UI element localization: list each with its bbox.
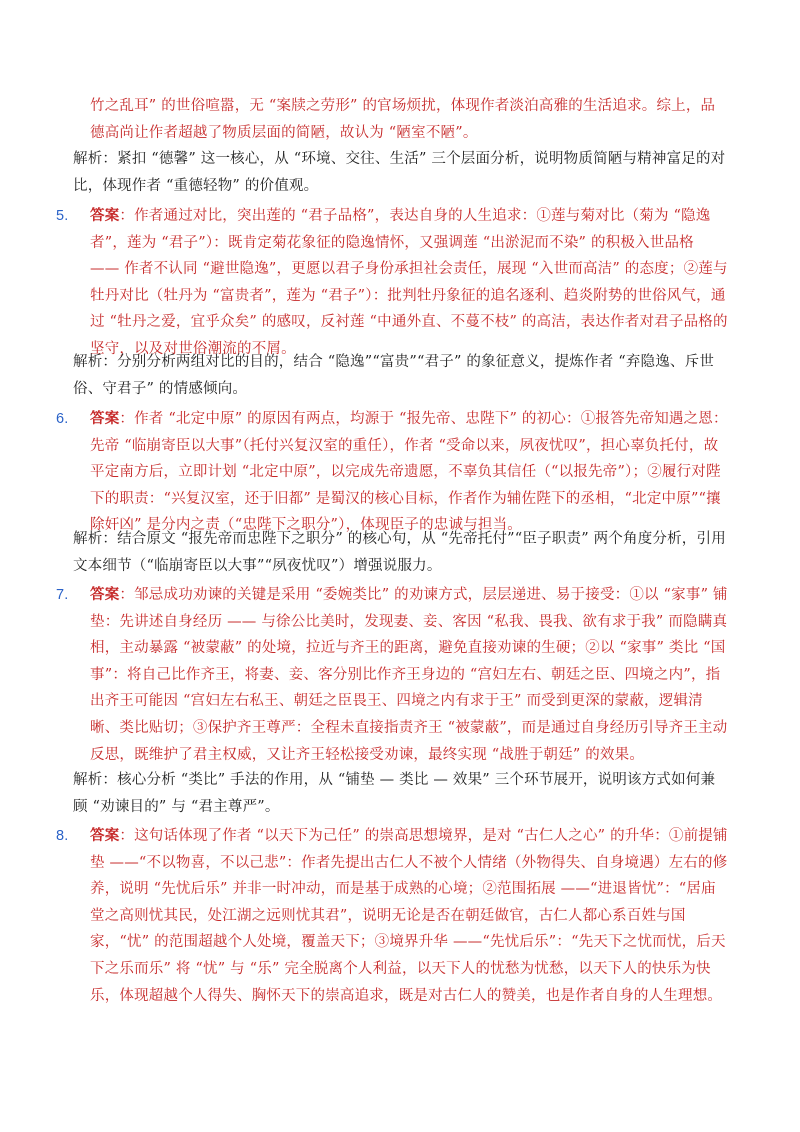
item-number: 7.	[56, 587, 69, 603]
answer-label: 答案	[90, 207, 120, 224]
answer-text: ：作者通过对比，突出莲的 “君子品格”，表达自身的人生追求：①莲与菊对比（菊为 “隐逸者”，莲为 “君子”）：既肯定菊花象征的隐逸情怀，又强调莲 “出淤泥而不染” 的积极入世品格 —— 作者不认同 “避世隐逸”，更愿以君子身份承担社会责任，展现 “入世而高洁” 的态度；②莲与牡丹对比（牡丹为 “富贵者”，莲为 “君子”）：批判牡丹象征的追名逐利、趋炎附势的世俗风气，通过 “牡丹之爱，宜乎众矣” 的感叹，反衬莲 “中通外直、不蔓不枝” 的高洁，表达作者对君子品格的坚守，以及对世俗潮流的不屑。	[90, 208, 728, 357]
answer-label: 答案	[90, 586, 120, 603]
answer-text: ：作者 “北定中原” 的原因有两点，均源于 “报先帝、忠陛下” 的初心：①报答先帝知遇之恩：先帝 “临崩寄臣以大事”（托付兴复汉室的重任），作者 “受命以来，夙夜忧叹”，担心辜负托付，故平定南方后，立即计划 “北定中原”，以完成先帝遗愿，不辜负其信任（“以报先帝”）；②履行对陛下的职责：“兴复汉室，还于旧都” 是蜀汉的核心目标，作者作为辅佐陛下的丞相，“北定中原”“攘除奸凶” 是分内之责（“忠陛下之职分”），体现臣子的忠诚与担当。	[90, 411, 728, 534]
answer-label: 答案	[90, 410, 120, 427]
item-number: 8.	[56, 828, 69, 844]
item-number: 6.	[56, 411, 69, 427]
analysis-item-7: 解析：核心分析 “类比” 手法的作用，从 “铺垫 — 类比 — 效果” 三个环节展开，说明该方式如何兼顾 “劝谏目的” 与 “君主尊严”。	[73, 772, 716, 815]
answer-label: 答案	[90, 827, 120, 844]
answer-item-8	[56, 823, 728, 1009]
answer-text: ：邹忌成功劝谏的关键是采用 “委婉类比” 的劝谏方式，层层递进、易于接受：①以 “家事” 铺垫：先讲述自身经历 —— 与徐公比美时，发现妻、妾、客因 “私我、畏我、欲有求于我” 而隐瞒真相，主动暴露 “被蒙蔽” 的处境，拉近与齐王的距离，避免直接劝谏的生硬；②以 “家事” 类比 “国事”：将自己比作齐王，将妻、妾、客分别比作齐王身边的 “宫妇左右、朝廷之臣、四境之内”，指出齐王可能因 “宫妇左右私王、朝廷之臣畏王、四境之内有求于王” 而受到更深的蒙蔽，逻辑清晰、类比贴切；③保护齐王尊严：全程未直接指责齐王 “被蒙蔽”，而是通过自身经历引导齐王主动反思，既维护了君主权威，又让齐王轻松接受劝谏，最终实现 “战胜于朝廷” 的效果。	[90, 587, 728, 763]
answer-text: ：这句话体现了作者 “以天下为己任” 的崇高思想境界，是对 “古仁人之心” 的升华：①前提铺垫 ——“不以物喜，不以己悲”：作者先提出古仁人不被个人情绪（外物得失、自身境遇）左右的修养，说明 “先忧后乐” 并非一时冲动，而是基于成熟的心境；②范围拓展 ——“进退皆忧”：“居庙堂之高则忧其民，处江湖之远则忧其君”，说明无论是否在朝廷做官，古仁人都心系百姓与国家，“忧” 的范围超越个人处境，覆盖天下；③境界升华 ——“先忧后乐”：“先天下之忧而忧，后天下之乐而乐” 将 “忧” 与 “乐” 完全脱离个人利益，以天下人的忧愁为忧愁，以天下人的快乐为快乐，体现超越个人得失、胸怀天下的崇高追求，既是对古仁人的赞美，也是作者自身的人生理想。	[90, 828, 728, 1004]
answer-item-5	[56, 203, 728, 363]
previous-answer-continuation: 竹之乱耳” 的世俗喧嚣，无 “案牍之劳形” 的官场烦扰，体现作者淡泊高雅的生活追求。综上，品德高尚让作者超越了物质层面的简陋，故认为 “陋室不陋”。	[90, 98, 716, 141]
answer-item-7	[56, 582, 728, 768]
analysis-item-6: 解析：结合原文 “报先帝而忠陛下之职分” 的核心句，从 “先帝托付”“臣子职责” 两个角度分析，引用文本细节（“临崩寄臣以大事”“夙夜忧叹”）增强说服力。	[73, 531, 726, 574]
item-number: 5.	[56, 208, 69, 224]
analysis-item-5: 解析：分别分析两组对比的目的，结合 “隐逸”“富贵”“君子” 的象征意义，提炼作者 “弃隐逸、斥世俗、守君子” 的情感倾向。	[73, 354, 715, 397]
answer-item-6	[56, 406, 728, 539]
analysis-item-4: 解析：紧扣 “德馨” 这一核心，从 “环境、交往、生活” 三个层面分析，说明物质简陋与精神富足的对比，体现作者 “重德轻物” 的价值观。	[73, 151, 726, 194]
